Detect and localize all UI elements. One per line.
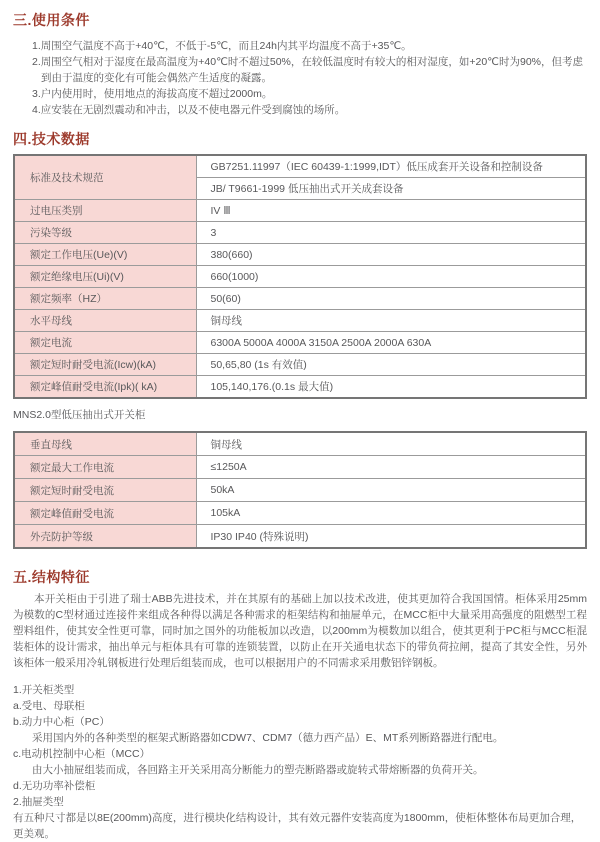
section-usage-conditions-heading: 三.使用条件 <box>13 12 90 28</box>
table-row-value: ≤1250A <box>196 456 586 479</box>
table-row <box>14 432 586 456</box>
table-row-value: 660(1000) <box>196 266 586 288</box>
table-row-label: 额定短时耐受电流(Icw)(kA) <box>14 354 196 376</box>
structure-list-item: d.无功功率补偿柜 <box>13 780 96 792</box>
structure-list-item: 1.开关柜类型 <box>13 684 75 696</box>
table-row-value: 3 <box>196 222 586 244</box>
table-row <box>14 354 586 376</box>
structure-paragraph: 本开关柜由于引进了瑞士ABB先进技术，并在其原有的基础上加以技术改进，使其更加符合我国国情。柜体采用25mm为模数的C型材通过连接件来组成各种得以满足各种需求的柜架结构和抽屉单元，在MCC柜中大量采用高强度的阻燃型工程塑料组件，使其安全性更可靠，同时加之国外的功能板加以改造，以200mm为模数加以组合，使其更利于PC柜与MCC柜混装柜体的设计需求，抽出单元与柜体具有可靠的连锁装置，以防止在开关通电状态下的带负荷拉闸，提高了其安全性，另外该柜体一般采用冷轧钢板进行处理后组装而成，也可以根据用户的不同需求采用敷铝锌钢板。 <box>13 593 587 669</box>
structure-list-item: a.受电、母联柜 <box>13 700 85 712</box>
table-row <box>14 502 586 525</box>
usage-condition-item: 3.户内使用时，使用地点的海拔高度不超过2000m。 <box>32 88 273 100</box>
table-row-label: 额定绝缘电压(Ui)(V) <box>14 266 196 288</box>
table-row <box>14 332 586 354</box>
usage-condition-item: 2.周围空气相对于湿度在最高温度为+40℃时不超过50%，在较低温度时有较大的相对湿度，如+20℃时为90%，但考虑到由于温度的变化有可能会偶然产生适度的凝露。 <box>32 56 583 84</box>
table-row <box>14 310 586 332</box>
structure-list-item: 2.抽屉类型 <box>13 796 64 808</box>
structure-list-item: 由大小抽屉组装而成，各回路主开关采用高分断能力的塑壳断路器或旋转式带熔断器的负荷开关。 <box>32 764 484 776</box>
table-row-value: 铜母线 <box>196 310 586 332</box>
table-row-label: 额定峰值耐受电流 <box>14 502 196 525</box>
table-row-value: 105,140,176.(0.1s 最大值) <box>196 376 586 399</box>
table-row-label: 额定电流 <box>14 332 196 354</box>
table-row-label: 额定频率（HZ） <box>14 288 196 310</box>
table-row <box>14 456 586 479</box>
table-row <box>14 244 586 266</box>
structure-list-item: 采用国内外的各种类型的框架式断路器如CDW7、CDM7（德力西产品）E、MT系列断路器进行配电。 <box>32 732 504 744</box>
usage-conditions-list <box>32 38 587 118</box>
table-row-label: 标准及技术规范 <box>14 155 196 200</box>
structure-list-item: b.动力中心柜（PC） <box>13 716 110 728</box>
table-row <box>14 222 586 244</box>
table-row <box>14 376 586 399</box>
table-row-value: IP30 IP40 (特殊说明) <box>196 525 586 549</box>
table-row-label: 水平母线 <box>14 310 196 332</box>
table-row-label: 额定工作电压(Ue)(V) <box>14 244 196 266</box>
table-row-value: 6300A 5000A 4000A 3150A 2500A 2000A 630A <box>196 332 586 354</box>
table-row <box>14 288 586 310</box>
table-row <box>14 200 586 222</box>
table-row <box>14 479 586 502</box>
usage-condition-item: 1.周围空气温度不高于+40℃，不低于-5℃，而且24h内其平均温度不高于+35℃。 <box>32 40 412 52</box>
table-row <box>14 266 586 288</box>
table-row-value: JB/ T9661-1999 低压抽出式开关成套设备 <box>196 178 586 200</box>
table-row-label: 额定最大工作电流 <box>14 456 196 479</box>
table-row-value: 铜母线 <box>196 432 586 456</box>
table-row-value: 50,65,80 (1s 有效值) <box>196 354 586 376</box>
table-row-value: 105kA <box>196 502 586 525</box>
structure-list <box>13 682 587 842</box>
table-row-value: 50(60) <box>196 288 586 310</box>
mns-cabinet-table <box>13 431 587 549</box>
technical-data-table <box>13 154 587 399</box>
section-technical-data-heading: 四.技术数据 <box>13 131 90 147</box>
table-row <box>14 155 586 178</box>
table-row-label: 污染等级 <box>14 222 196 244</box>
table-row-value: IV Ⅲ <box>196 200 586 222</box>
table-row-label: 过电压类别 <box>14 200 196 222</box>
table-row-label: 垂直母线 <box>14 432 196 456</box>
table-row <box>14 525 586 549</box>
mns-table-subtitle: MNS2.0型低压抽出式开关柜 <box>13 409 146 421</box>
structure-list-item: 有五种尺寸都是以8E(200mm)高度，进行模块化结构设计，其有效元器件安装高度为1800mm，使柜体整体布局更加合理，更美观。 <box>13 812 582 840</box>
table-row-label: 外壳防护等级 <box>14 525 196 549</box>
table-row-value: GB7251.11997（IEC 60439-1:1999,IDT）低压成套开关设备和控制设备 <box>196 155 586 178</box>
structure-list-item: c.电动机控制中心柜（MCC） <box>13 748 151 760</box>
usage-condition-item: 4.应安装在无剧烈震动和冲击，以及不使电器元件受到腐蚀的场所。 <box>32 104 346 116</box>
table-row-value: 50kA <box>196 479 586 502</box>
table-row-label: 额定短时耐受电流 <box>14 479 196 502</box>
section-structure-heading: 五.结构特征 <box>13 569 90 585</box>
table-row-value: 380(660) <box>196 244 586 266</box>
table-row-label: 额定峰值耐受电流(Ipk)( kA) <box>14 376 196 399</box>
